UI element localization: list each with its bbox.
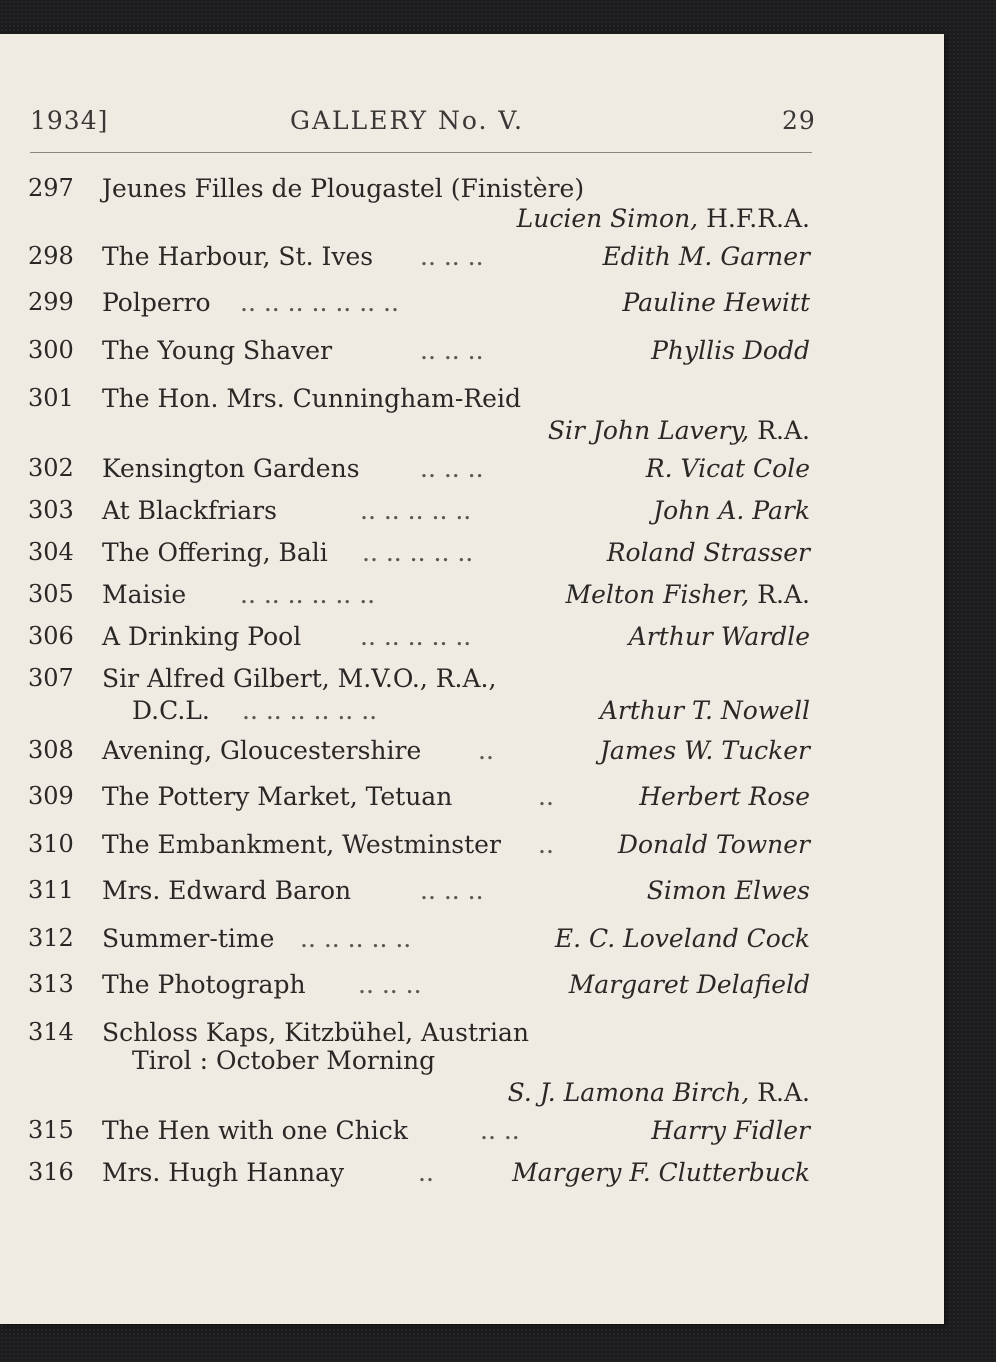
leader-dots: .. .. .. .. .. bbox=[300, 924, 412, 953]
entry-artist: Donald Towner bbox=[617, 830, 810, 859]
leader-dots: .. .. .. bbox=[358, 970, 422, 999]
entry-title: The Embankment, Westminster bbox=[102, 830, 501, 859]
entry-number: 300 bbox=[28, 336, 74, 364]
leader-dots: .. .. .. .. .. .. bbox=[242, 696, 378, 725]
artist-honours: H.F.R.A. bbox=[706, 204, 810, 233]
entry-artist: Edith M. Garner bbox=[602, 242, 810, 271]
running-head-year: 1934] bbox=[30, 106, 109, 135]
entry-artist: R. Vicat Cole bbox=[645, 454, 810, 483]
leader-dots: .. .. .. bbox=[420, 336, 484, 365]
entry-artist: Harry Fidler bbox=[651, 1116, 810, 1145]
leader-dots: .. .. .. .. .. .. bbox=[240, 580, 376, 609]
entry-artist bbox=[548, 416, 810, 445]
entry-title: Schloss Kaps, Kitzbühel, Austrian bbox=[102, 1018, 529, 1047]
entry-artist-line bbox=[0, 416, 944, 450]
leader-dots: .. .. .. bbox=[420, 454, 484, 483]
entry-number: 314 bbox=[28, 1018, 74, 1046]
catalogue-entry bbox=[0, 384, 944, 418]
entry-artist: E. C. Loveland Cock bbox=[554, 924, 810, 953]
catalogue-entry bbox=[0, 242, 944, 276]
entry-number: 315 bbox=[28, 1116, 74, 1144]
entry-number: 308 bbox=[28, 736, 74, 764]
entry-artist: Margaret Delafield bbox=[568, 970, 810, 999]
artist-honours: R.A. bbox=[757, 580, 810, 609]
catalogue-entry bbox=[0, 288, 944, 322]
leader-dots: .. bbox=[478, 736, 494, 765]
page-number: 29 bbox=[782, 106, 816, 135]
entry-continuation bbox=[0, 696, 944, 730]
entry-number: 306 bbox=[28, 622, 74, 650]
artist-honours: R.A. bbox=[757, 416, 810, 445]
entry-title: Jeunes Filles de Plougastel (Finistère) bbox=[102, 174, 585, 203]
entry-artist: James W. Tucker bbox=[599, 736, 810, 765]
entry-artist bbox=[517, 204, 810, 233]
entry-title-cont: Tirol : October Morning bbox=[132, 1046, 436, 1075]
entry-title-cont: D.C.L. bbox=[132, 696, 210, 725]
running-head-title: GALLERY No. V. bbox=[290, 106, 524, 135]
leader-dots: .. .. .. .. .. bbox=[362, 538, 474, 567]
entry-title: A Drinking Pool bbox=[102, 622, 302, 651]
entry-title: Maisie bbox=[102, 580, 187, 609]
entry-artist: Margery F. Clutterbuck bbox=[512, 1158, 810, 1187]
catalogue-entry bbox=[0, 496, 944, 530]
entry-title: The Photograph bbox=[102, 970, 306, 999]
entry-number: 301 bbox=[28, 384, 74, 412]
entry-artist: John A. Park bbox=[653, 496, 810, 525]
entry-number: 312 bbox=[28, 924, 74, 952]
entry-title: At Blackfriars bbox=[102, 496, 277, 525]
entry-artist-line bbox=[0, 204, 944, 238]
entry-title: The Harbour, St. Ives bbox=[102, 242, 374, 271]
entry-number: 303 bbox=[28, 496, 74, 524]
leader-dots: .. .. .. bbox=[420, 876, 484, 905]
entry-title: Mrs. Edward Baron bbox=[102, 876, 352, 905]
entry-number: 316 bbox=[28, 1158, 74, 1186]
artist-name: Sir John Lavery, bbox=[547, 416, 750, 445]
entry-artist bbox=[508, 1078, 810, 1107]
artist-honours: R.A. bbox=[757, 1078, 810, 1107]
entry-number: 313 bbox=[28, 970, 74, 998]
entry-artist: Simon Elwes bbox=[646, 876, 810, 905]
catalogue-page bbox=[0, 34, 944, 1324]
entry-title: Summer-time bbox=[102, 924, 275, 953]
catalogue-entry bbox=[0, 174, 944, 208]
entry-number: 309 bbox=[28, 782, 74, 810]
entry-number: 310 bbox=[28, 830, 74, 858]
leader-dots: .. .. .. bbox=[420, 242, 484, 271]
entry-artist: Phyllis Dodd bbox=[651, 336, 810, 365]
artist-name: Lucien Simon, bbox=[516, 204, 699, 233]
entry-artist: Pauline Hewitt bbox=[622, 288, 810, 317]
catalogue-entry bbox=[0, 830, 944, 864]
entry-artist: Arthur Wardle bbox=[628, 622, 810, 651]
entry-title: Mrs. Hugh Hannay bbox=[102, 1158, 345, 1187]
entry-number: 311 bbox=[28, 876, 74, 904]
entry-number: 302 bbox=[28, 454, 74, 482]
leader-dots: .. bbox=[418, 1158, 434, 1187]
entry-artist: Herbert Rose bbox=[639, 782, 810, 811]
entry-title: Avening, Gloucestershire bbox=[102, 736, 422, 765]
entry-number: 298 bbox=[28, 242, 74, 270]
entry-number: 299 bbox=[28, 288, 74, 316]
entry-number: 297 bbox=[28, 174, 74, 202]
artist-name: S. J. Lamona Birch, bbox=[507, 1078, 750, 1107]
catalogue-entry bbox=[0, 782, 944, 816]
entry-title: The Pottery Market, Tetuan bbox=[102, 782, 453, 811]
entry-title: Kensington Gardens bbox=[102, 454, 360, 483]
catalogue-entry bbox=[0, 924, 944, 958]
artist-name: Melton Fisher, bbox=[565, 580, 750, 609]
entry-title: The Offering, Bali bbox=[102, 538, 328, 567]
catalogue-entry bbox=[0, 580, 944, 614]
entry-title: Sir Alfred Gilbert, M.V.O., R.A., bbox=[102, 664, 497, 693]
catalogue-entry bbox=[0, 876, 944, 910]
entry-title: The Hen with one Chick bbox=[102, 1116, 408, 1145]
entry-title: The Hon. Mrs. Cunningham-Reid bbox=[102, 384, 521, 413]
entry-title: Polperro bbox=[102, 288, 211, 317]
entry-number: 305 bbox=[28, 580, 74, 608]
catalogue-entry bbox=[0, 622, 944, 656]
catalogue-entry bbox=[0, 970, 944, 1004]
leader-dots: .. .. .. .. .. .. .. bbox=[240, 288, 399, 317]
entry-number: 307 bbox=[28, 664, 74, 692]
entry-artist: Arthur T. Nowell bbox=[599, 696, 810, 725]
entry-artist: Roland Strasser bbox=[606, 538, 810, 567]
entry-artist bbox=[566, 580, 811, 609]
leader-dots: .. bbox=[538, 782, 554, 811]
leader-dots: .. .. .. .. .. bbox=[360, 622, 472, 651]
catalogue-entry bbox=[0, 664, 944, 698]
entry-title: The Young Shaver bbox=[102, 336, 333, 365]
header-rule bbox=[30, 152, 812, 153]
leader-dots: .. .. .. .. .. bbox=[360, 496, 472, 525]
catalogue-entry bbox=[0, 1116, 944, 1150]
catalogue-entry bbox=[0, 736, 944, 770]
catalogue-entry bbox=[0, 538, 944, 572]
entry-continuation bbox=[0, 1046, 944, 1080]
catalogue-entry bbox=[0, 336, 944, 370]
catalogue-entry bbox=[0, 1158, 944, 1192]
catalogue-entry bbox=[0, 454, 944, 488]
entry-number: 304 bbox=[28, 538, 74, 566]
leader-dots: .. bbox=[538, 830, 554, 859]
leader-dots: .. .. bbox=[480, 1116, 520, 1145]
entry-artist-line bbox=[0, 1078, 944, 1112]
